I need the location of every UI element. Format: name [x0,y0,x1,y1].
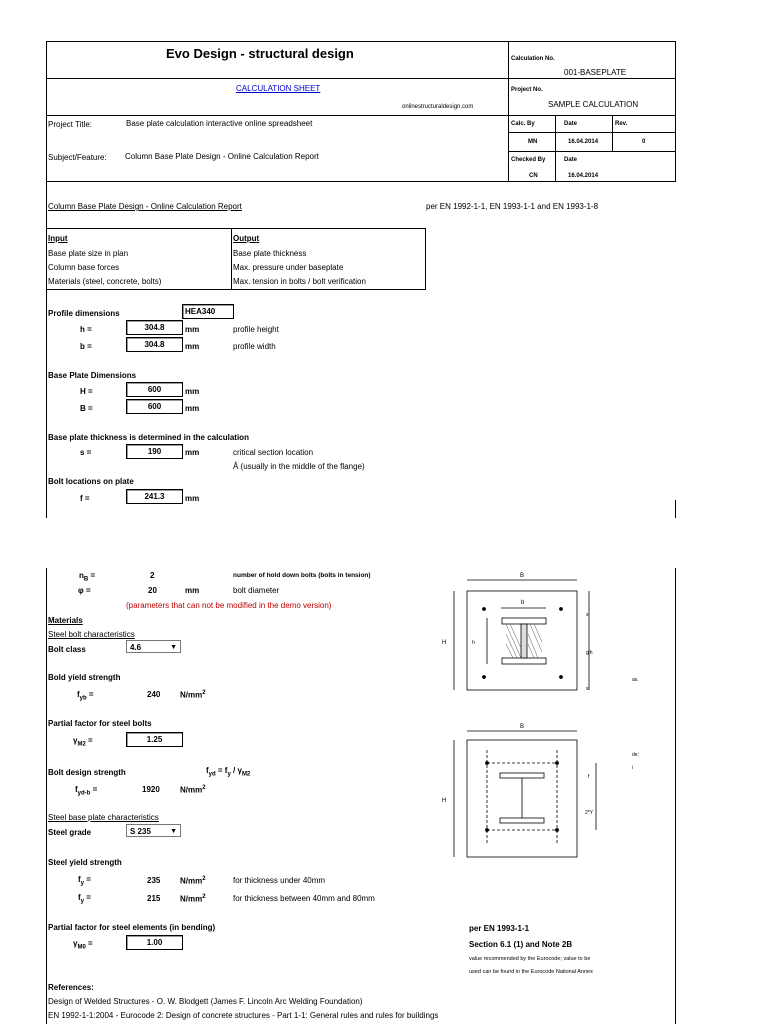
s-desc-1: critical section location [233,448,314,457]
references-label: References: [48,983,94,992]
h-label: h = [80,325,92,334]
io-output-2: Max. tension in bolts / bolt verification [233,277,366,286]
dim-gh: g'h [586,650,593,656]
B-input[interactable]: 600 [126,399,183,414]
project-no-value: SAMPLE CALCULATION [548,100,639,109]
partial-bolts-label: Partial factor for steel bolts [48,719,152,728]
bolt-yield-label: Bold yield strength [48,673,121,682]
dim-s-1: s [586,612,589,618]
gM0-label: $\gamma_{M0}$ = [73,939,93,951]
fy1-unit: $N/mm^2$ [180,876,206,886]
phi-value: 20 [148,586,157,595]
steel-grade-value: S 235 [130,827,151,836]
dim-B-1: B [520,573,525,579]
fyd-b-label: $f_{yd-b}$ = [75,785,98,797]
subject-value: Column Base Plate Design - Online Calculation Report [125,152,319,161]
bolt-class-value: 4.6 [130,643,142,652]
rev-label: Rev. [615,121,628,127]
gM2-input[interactable]: 1.25 [126,732,183,747]
calc-by-label: Calc. By [511,121,535,127]
demo-note: (parameters that can not be modified in the demo version) [126,601,332,610]
dim-B-2: B [520,724,525,730]
H-label: H = [80,387,93,396]
dim-f: f [588,774,590,780]
H-input[interactable]: 600 [126,382,183,397]
project-no-label: Project No. [511,87,543,93]
fy1-desc: for thickness under 40mm [233,876,326,885]
reference-0: Design of Welded Structures - O. W. Blodgett (James F. Lincoln Arc Welding Foundation) [48,997,363,1006]
date-label: Date [564,121,578,127]
doc-title: Evo Design - structural design [166,46,354,61]
steel-bolt-label: Steel bolt characteristics [48,630,135,639]
fyd-b-value: 1920 [142,785,160,794]
phi-unit: mm [185,586,200,595]
note-i: i [632,765,634,771]
nB-label: $n_B$ = [79,571,96,583]
reference-1: EN 1992-1-1:2004 - Eurocode 2: Design of concrete structures - Part 1-1: General rules and rules for buildings [48,1011,439,1020]
project-title-value: Base plate calculation interactive online spreadsheet [126,119,313,128]
steel-grade-select[interactable] [126,824,181,837]
dim-H-1: H [442,640,447,646]
io-input-1: Column base forces [48,263,120,272]
steel-grade-label: Steel grade [48,828,92,837]
partial-steel-label: Partial factor for steel elements (in bending) [48,923,216,932]
f-input[interactable]: 241.3 [126,489,183,504]
checked-date: 16.04.2014 [568,173,599,179]
f-label: f = [80,494,90,503]
gM2-label: $\gamma_{M2}$ = [73,736,93,748]
dim-H-2: H [442,798,447,804]
calc-date: 16.04.2014 [568,139,599,145]
h-input[interactable]: 304.8 [126,320,183,335]
b-desc: profile width [233,342,276,351]
nB-value: 2 [150,571,155,580]
calc-no-label: Calculation No. [511,56,555,62]
phi-label: φ = [78,586,91,595]
code-note-1: value recommended by the Eurocode; value to be [469,956,591,962]
s-input[interactable]: 190 [126,444,183,459]
bolt-class-label: Bolt class [48,645,86,654]
rev-value: 0 [642,139,646,145]
b-label: b = [80,342,92,351]
io-input-0: Base plate size in plan [48,249,129,258]
calc-by-value: MN [528,139,538,145]
base-plate-drawing [420,568,680,868]
code-ref-1: per EN 1993-1-1 [469,924,530,933]
note-as: as. [632,677,639,683]
phi-desc: bolt diameter [233,586,280,595]
thickness-note: Base plate thickness is determined in the calculation [48,433,249,442]
nB-desc: number of hold down bolts (bolts in tension) [233,572,371,579]
project-title-label: Project Title: [48,120,93,129]
note-de: de; [632,752,639,758]
fy2-label: $f_y$ = [78,893,91,905]
website: onlinestructuraldesign.com [402,104,474,110]
b-input[interactable]: 304.8 [126,337,183,352]
calc-no-value: 001-BASEPLATE [564,68,627,77]
profile-name-field[interactable]: HEA340 [182,304,234,319]
fyb-label: $f_{yb}$ = [77,690,94,702]
s-unit: mm [185,448,200,457]
checked-by-label: Checked By [511,157,546,163]
io-output-1: Max. pressure under baseplate [233,263,344,272]
bolt-loc-label: Bolt locations on plate [48,477,134,486]
io-output-header: Output [233,234,260,243]
h-unit: mm [185,325,200,334]
fy1-value: 235 [147,876,161,885]
report-codes: per EN 1992-1-1, EN 1993-1-1 and EN 1993-1-8 [426,202,599,211]
fy2-value: 215 [147,894,161,903]
f-unit: mm [185,494,200,503]
fyb-unit: $N/mm^2$ [180,690,206,700]
chevron-down-icon: ▼ [170,828,177,835]
B-label: B = [80,404,93,413]
fy1-label: $f_y$ = [78,875,91,887]
checked-by-value: CN [529,173,538,179]
chevron-down-icon: ▼ [170,644,177,651]
calc-sheet-link[interactable]: CALCULATION SHEET [236,84,321,93]
code-ref-2: Section 6.1 (1) and Note 2B [469,940,573,949]
steel-plate-label: Steel base plate characteristics [48,813,159,822]
dim-b: b [521,600,525,606]
fy2-desc: for thickness between 40mm and 80mm [233,894,375,903]
subject-label: Subject/Feature: [48,153,107,162]
dim-s-2: s [586,686,589,692]
dim-h: h [472,640,475,646]
h-desc: profile height [233,325,279,334]
s-desc-2: Â (usually in the middle of the flange) [233,462,365,471]
materials-label: Materials [48,616,83,625]
profile-label: Profile dimensions [48,309,120,318]
plate-label: Base Plate Dimensions [48,371,137,380]
fy2-unit: $N/mm^2$ [180,894,206,904]
s-label: s = [80,448,92,457]
bolt-class-select[interactable] [126,640,181,653]
io-input-2: Materials (steel, concrete, bolts) [48,277,162,286]
steel-yield-label: Steel yield strength [48,858,122,867]
dim-2y: 2*Y [585,810,594,816]
code-note-2: used can be found in the Eurocode National Annex [469,969,593,975]
checked-date-label: Date [564,157,578,163]
fyb-value: 240 [147,690,161,699]
bolt-design-label: Bolt design strength [48,768,126,777]
fyd-b-unit: $N/mm^2$ [180,785,206,795]
gM0-input[interactable]: 1.00 [126,935,183,950]
io-output-0: Base plate thickness [233,249,307,258]
fyd-formula: $f_{yd} = f_y / \gamma_{M2}$ [206,766,251,778]
B-unit: mm [185,404,200,413]
report-title: Column Base Plate Design - Online Calculation Report [48,202,242,211]
H-unit: mm [185,387,200,396]
b-unit: mm [185,342,200,351]
io-input-header: Input [48,234,68,243]
